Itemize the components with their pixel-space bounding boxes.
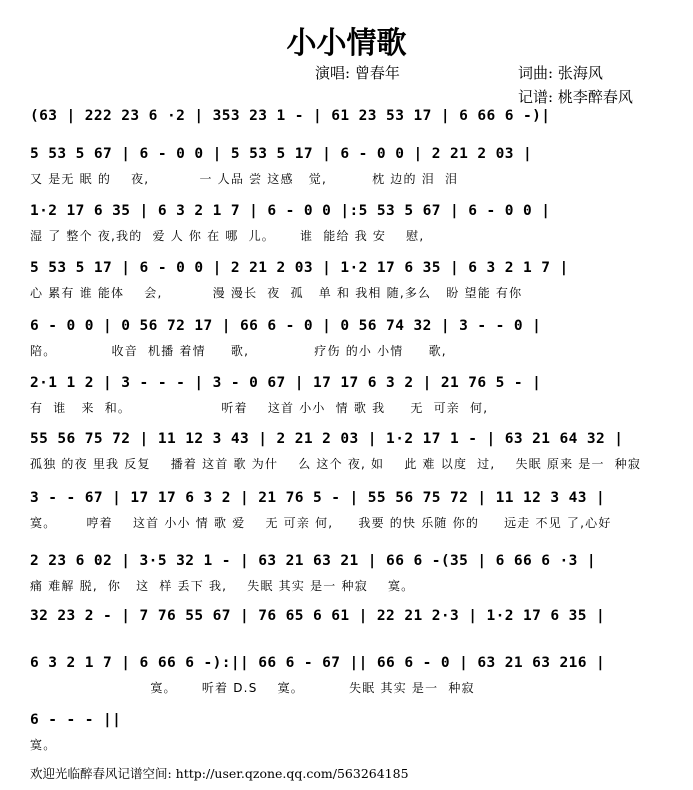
lyrics: 寞。 <box>30 738 57 752</box>
transcriber-credit: 记谱: 桃李醉春风 <box>518 88 633 106</box>
notes: (63 | 222 23 6 ·2 | 353 23 1 - | 61 23 53 17 | 6 66 6 -)| <box>30 108 551 124</box>
lyrics: 痛 难解 脱, 你 这 样 丢下 我, 失眠 其实 是一 种寂 寞。 <box>30 579 415 593</box>
notes: 2 23 6 02 | 3·5 32 1 - | 63 21 63 21 | 66 6 -(35 | 6 66 6 ·3 | <box>30 553 597 569</box>
lyrics: 有 谁 来 和。 听着 这首 小小 情 歌 我 无 可亲 何, <box>30 401 489 415</box>
notes: 6 3 2 1 7 | 6 66 6 -):|| 66 6 - 67 || 66 6 - 0 | 63 21 63 216 | <box>30 655 606 671</box>
lyrics: 孤独 的夜 里我 反复 播着 这首 歌 为什 么 这个 夜, 如 此 难 以度 过, 失眠 原来 是一 种寂 <box>30 457 642 471</box>
notes: 32 23 2 - | 7 76 55 67 | 76 65 6 61 | 22 21 2·3 | 1·2 17 6 35 | <box>30 608 606 624</box>
composer-credit: 词曲: 张海风 <box>518 64 603 82</box>
notes: 55 56 75 72 | 11 12 3 43 | 2 21 2 03 | 1·2 17 1 - | 63 21 64 32 | <box>30 431 624 447</box>
lyrics: 陪。 收音 机播 着情 歌, 疗伤 的小 小情 歌, <box>30 344 447 358</box>
footer-credit: 欢迎光临醉春风记谱空间: http://user.qzone.qq.com/563264185 <box>30 766 409 781</box>
singer-credit: 演唱: 曾春年 <box>315 64 400 82</box>
notes: 3 - - 67 | 17 17 6 3 2 | 21 76 5 - | 55 56 75 72 | 11 12 3 43 | <box>30 490 606 506</box>
notes: 6 - - - || <box>30 712 122 728</box>
lyrics: 寞。 哼着 这首 小小 情 歌 爱 无 可亲 何, 我要 的快 乐随 你的 远走 不见 了,心好 <box>30 516 612 530</box>
notes: 5 53 5 67 | 6 - 0 0 | 5 53 5 17 | 6 - 0 0 | 2 21 2 03 | <box>30 146 533 162</box>
notes: 6 - 0 0 | 0 56 72 17 | 66 6 - 0 | 0 56 74 32 | 3 - - 0 | <box>30 318 542 334</box>
lyrics: 寞。 听着 D.S 寞。 失眠 其实 是一 种寂 <box>30 681 475 695</box>
notes: 2·1 1 2 | 3 - - - | 3 - 0 67 | 17 17 6 3 2 | 21 76 5 - | <box>30 375 542 391</box>
notes: 5 53 5 17 | 6 - 0 0 | 2 21 2 03 | 1·2 17 6 35 | 6 3 2 1 7 | <box>30 260 569 276</box>
lyrics: 又 是无 眠 的 夜, 一 人品 尝 这感 觉, 枕 边的 泪 泪 <box>30 172 459 186</box>
lyrics: 心 累有 谁 能体 会, 漫 漫长 夜 孤 单 和 我相 随,多么 盼 望能 有你 <box>30 286 523 300</box>
notes: 1·2 17 6 35 | 6 3 2 1 7 | 6 - 0 0 |:5 53 5 67 | 6 - 0 0 | <box>30 203 551 219</box>
song-title: 小小情歌 <box>286 26 407 61</box>
lyrics: 湿 了 整个 夜,我的 爱 人 你 在 哪 儿。 谁 能给 我 安 慰, <box>30 229 425 243</box>
